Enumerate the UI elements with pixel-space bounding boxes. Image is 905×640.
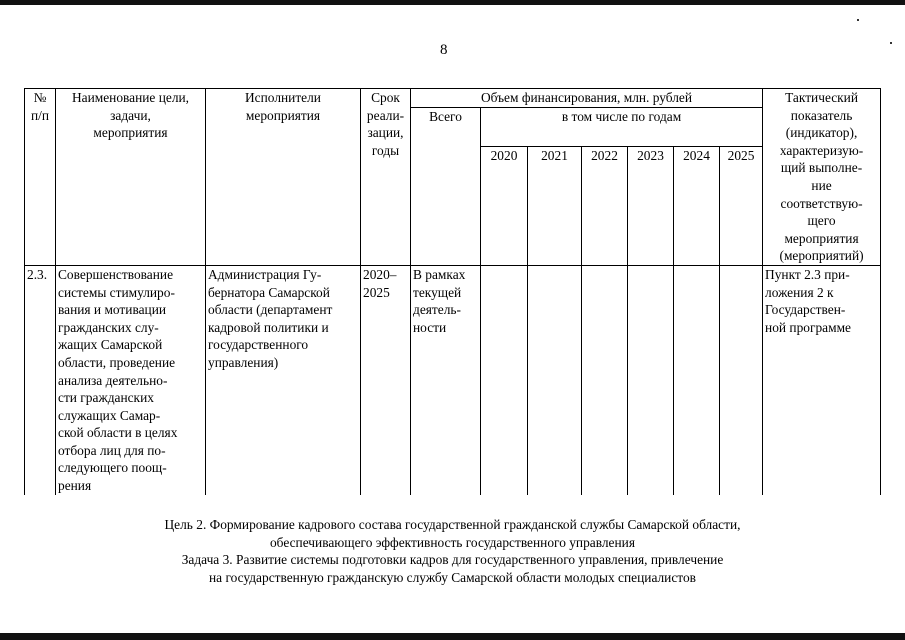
scan-speck [857,19,859,21]
scan-top-edge [0,0,905,5]
cell-year [582,265,628,494]
header-year: 2021 [528,146,582,265]
task-line: Задача 3. Развитие системы подготовки кадров для государственного управления, привлечение [181,552,724,568]
header-executors: Исполнители мероприятия [206,89,361,266]
cell-year [628,265,674,494]
header-row [25,89,881,108]
header-year: 2020 [481,146,528,265]
program-table [24,88,881,495]
cell-year [720,265,763,494]
header-no: № п/п [25,89,56,266]
header-term: Срок реали- зации, годы [361,89,411,266]
cell-no: 2.3. [25,265,56,494]
cell-year [481,265,528,494]
cell-total: В рамках текущей деятель- ности [411,265,481,494]
header-year: 2022 [582,146,628,265]
cell-year [674,265,720,494]
header-year: 2024 [674,146,720,265]
header-by-years: в том числе по годам [481,107,763,146]
goal-line: обеспечивающего эффективность государственного управления [269,534,635,550]
scan-speck [890,42,892,44]
header-indicator: Тактический показатель (индикатор), характеризую- щий выполне- ние соответствую- щего мероприятия (мероприятий) [763,89,881,266]
cell-indicator: Пункт 2.3 при- ложения 2 к Государствен- ной программе [763,265,881,494]
cell-term: 2020– 2025 [361,265,411,494]
header-year: 2023 [628,146,674,265]
header-total: Всего [411,107,481,265]
header-year: 2025 [720,146,763,265]
goal-task-block [60,516,845,586]
page-number: 8 [440,42,448,58]
table-row [25,265,881,494]
header-name: Наименование цели, задачи, мероприятия [56,89,206,266]
goal-line: Цель 2. Формирование кадрового состава государственной гражданской службы Самарской области, [164,517,741,532]
cell-executors: Администрация Гу- бернатора Самарской области (департамент кадровой политики и государственного управления) [206,265,361,494]
header-funding: Объем финансирования, млн. рублей [411,89,763,108]
cell-name: Совершенствование системы стимулиро- вания и мотивации гражданских слу- жащих Самарской области, проведение анализа деятельно- сти гражданских служащих Самар- ской области в целях отбора лиц для по- следующего поощ- рения [56,265,206,494]
cell-year [528,265,582,494]
scan-bottom-edge [0,633,905,640]
task-line: на государственную гражданскую службу Самарской области молодых специалистов [208,569,696,585]
